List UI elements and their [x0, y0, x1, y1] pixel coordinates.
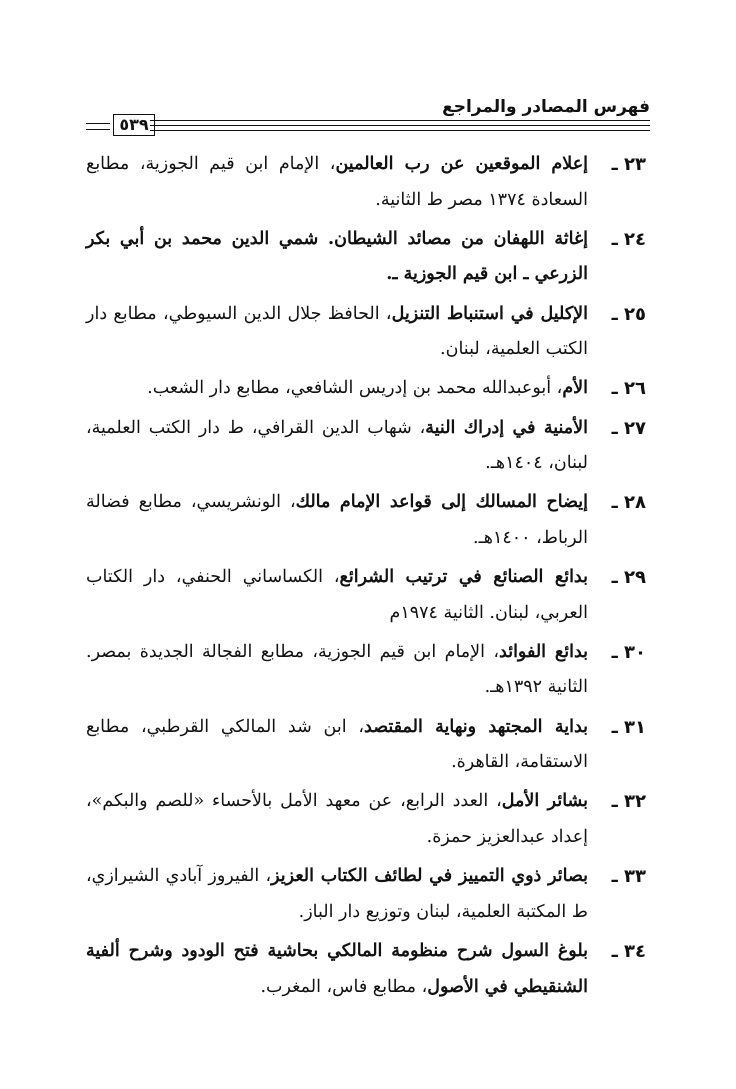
- entry-title: بشائر الأمل: [501, 791, 589, 812]
- entry-details: ، الكساساني الحنفي، دار الكتاب العربي، لبنان. الثانية ١٩٧٤م: [86, 567, 588, 623]
- entry-details: ، ابن شد المالكي القرطبي، مطابع الاستقامة، القاهرة.: [86, 716, 588, 773]
- entry-text: [86, 485, 588, 556]
- entry-number: ٢٣ ـ: [611, 154, 646, 175]
- entry-details: ، الفيروز آبادي الشيرازي، ط المكتبة العلمية، لبنان وتوزيع دار الباز.: [86, 866, 588, 922]
- entry-number: ٢٧ ـ: [611, 417, 646, 439]
- entry-details: ، مطابع فاس، المغرب.: [260, 976, 428, 997]
- entry-number: ٣١ ـ: [611, 716, 646, 738]
- entry-text: [86, 222, 588, 293]
- entry-title: الأم: [562, 378, 588, 399]
- bibliography-entry: [86, 934, 646, 1005]
- entry-number: ٣٢ ـ: [611, 791, 646, 813]
- entry-title: بدائع الفوائد: [499, 641, 589, 662]
- bibliography-entry: [86, 222, 646, 293]
- entry-number: ٢٥ ـ: [611, 303, 646, 325]
- bibliography-entry: [86, 411, 646, 482]
- header-rule: [86, 123, 110, 124]
- entry-number: ٢٨ ـ: [611, 492, 646, 514]
- page-number: ٥٣٩: [113, 114, 155, 136]
- bibliography-entry: [86, 859, 646, 930]
- entry-number: ٣٠ ـ: [611, 641, 646, 663]
- entry-text: [86, 371, 588, 407]
- entry-title: الإكليل في استنباط التنزيل: [391, 303, 589, 324]
- entry-text: [86, 710, 588, 781]
- header-rule: [150, 130, 650, 131]
- entry-details: ، الونشريسي، مطابع فضالة الرباط، ١٤٠٠هـ.: [86, 492, 588, 548]
- entry-text: [86, 147, 588, 218]
- entry-text: [86, 635, 588, 706]
- running-header-title: فهرس المصادر والمراجع: [442, 97, 650, 117]
- entry-title: إعلام الموقعين عن رب العالمين: [335, 154, 589, 174]
- entry-details: ، أبوعبدالله محمد بن إدريس الشافعي، مطابع دار الشعب.: [147, 378, 563, 399]
- entry-text: [86, 934, 588, 1005]
- entry-details: ، العدد الرابع، عن معهد الأمل بالأحساء «للصم والبكم»، إعداد عبدالعزيز حمزة.: [86, 791, 588, 848]
- bibliography-entry: [86, 710, 646, 781]
- entry-details: ، الحافظ جلال الدين السيوطي، مطابع دار الكتب العلمية، لبنان.: [86, 303, 588, 360]
- bibliography-entry: [86, 635, 646, 706]
- entry-title: بداية المجتهد ونهاية المقتصد: [364, 716, 588, 737]
- entry-number: ٢٦ ـ: [611, 378, 646, 400]
- entry-text: [86, 859, 588, 930]
- header-rule: [150, 125, 650, 126]
- bibliography-entry: [86, 371, 646, 407]
- entry-title: بصائر ذوي التمييز في لطائف الكتاب العزيز: [271, 866, 588, 887]
- entry-text: [86, 784, 588, 855]
- entry-details: ، شهاب الدين القرافي، ط دار الكتب العلمية، لبنان، ١٤٠٤هـ.: [86, 417, 588, 474]
- entry-title: بلوغ السول شرح منظومة المالكي بحاشية فتح الودود وشرح ألفية الشنقيطي في الأصول: [86, 941, 588, 997]
- bibliography-entry: [86, 784, 646, 855]
- bibliography-entry: [86, 485, 646, 556]
- entry-details: ، الإمام ابن قيم الجوزية، مطابع السعادة ١٣٧٤ مصر ط الثانية.: [86, 154, 588, 210]
- entry-title: إغاثة اللهفان من مصائد الشيطان. شمي الدين محمد بن أبي بكر الزرعي ـ ابن قيم الجوزية ـ.: [86, 228, 588, 285]
- entry-details: ، الإمام ابن قيم الجوزية، مطابع الفجالة الجديدة بمصر. الثانية ١٣٩٢هـ.: [86, 641, 588, 698]
- entry-number: ٣٣ ـ: [611, 866, 646, 888]
- entry-text: [86, 411, 588, 482]
- entry-number: ٢٤ ـ: [611, 228, 646, 250]
- entry-number: ٣٤ ـ: [611, 941, 646, 962]
- bibliography-entry: [86, 147, 646, 218]
- entry-title: بدائع الصنائع في ترتيب الشرائع: [339, 567, 588, 588]
- entry-text: [86, 560, 588, 631]
- header-rule: [150, 120, 650, 121]
- bibliography-entry: [86, 297, 646, 368]
- entry-title: الأمنية في إدراك النية: [425, 417, 588, 438]
- bibliography-list: [86, 147, 646, 1009]
- entry-text: [86, 297, 588, 368]
- entry-number: ٢٩ ـ: [611, 567, 646, 589]
- bibliography-entry: [86, 560, 646, 631]
- entry-title: إيضاح المسالك إلى قواعد الإمام مالك: [295, 492, 588, 513]
- header-rule: [86, 129, 110, 130]
